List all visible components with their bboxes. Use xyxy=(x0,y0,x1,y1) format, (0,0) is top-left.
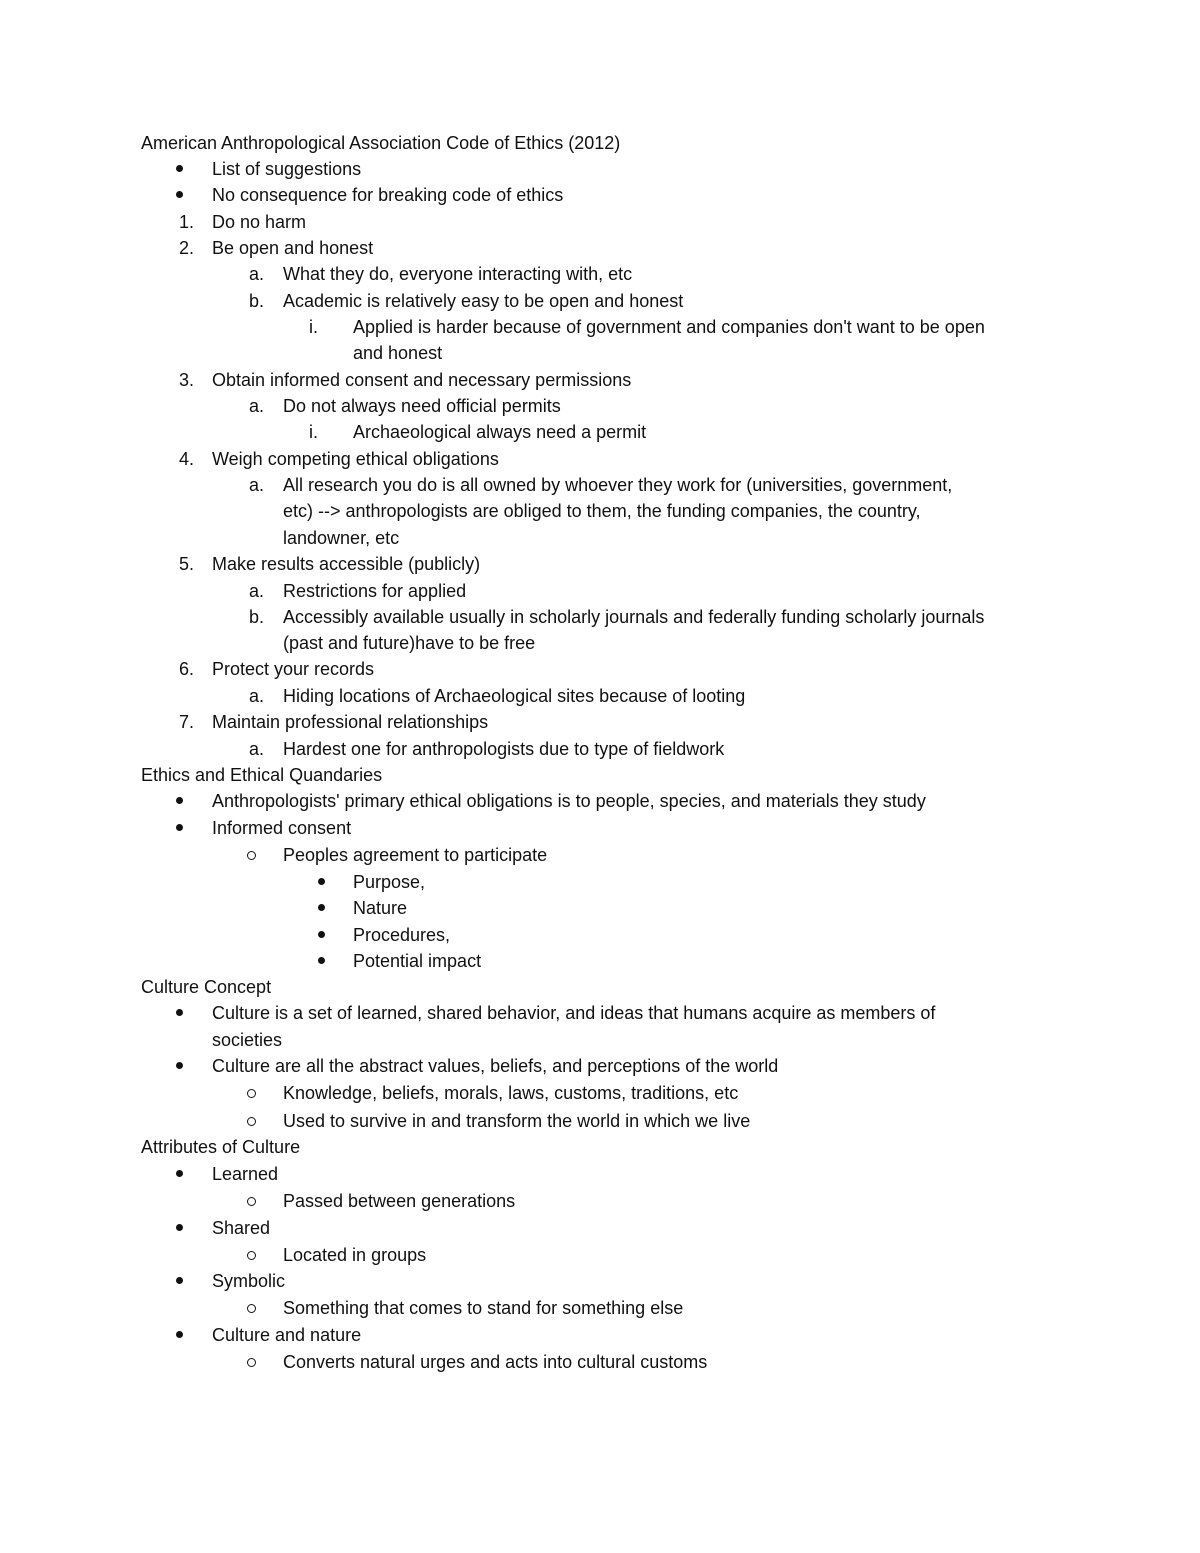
list-item xyxy=(0,261,1200,287)
list-item xyxy=(0,656,1200,682)
hollow-bullet-icon xyxy=(247,1117,256,1126)
section-heading xyxy=(0,130,1200,156)
item-text: Knowledge, beliefs, morals, laws, customs, traditions, etc xyxy=(283,1083,739,1103)
list-marker: i. xyxy=(309,317,318,337)
hollow-bullet-icon xyxy=(247,851,256,860)
list-marker: 6. xyxy=(178,659,194,679)
item-text: Do no harm xyxy=(212,212,307,232)
section-heading xyxy=(0,762,1200,788)
list-marker: 1. xyxy=(178,212,194,232)
bullet-icon xyxy=(318,878,325,885)
bullet-icon xyxy=(318,957,325,964)
list-item xyxy=(0,1322,1200,1348)
item-text: Make results accessible (publicly) xyxy=(212,554,481,574)
bullet-icon xyxy=(176,165,183,172)
bullet-icon xyxy=(176,1170,183,1177)
item-text: All research you do is all owned by whoever they work for (universities, government, xyxy=(283,475,953,495)
item-text: Shared xyxy=(212,1218,271,1238)
item-text: Hiding locations of Archaeological sites because of looting xyxy=(283,686,746,706)
bullet-icon xyxy=(176,1224,183,1231)
item-text: Something that comes to stand for something else xyxy=(283,1298,684,1318)
item-text: Hardest one for anthropologists due to type of fieldwork xyxy=(283,739,725,759)
bullet-icon xyxy=(318,931,325,938)
item-text: Culture is a set of learned, shared behavior, and ideas that humans acquire as members of xyxy=(212,1003,936,1023)
list-item xyxy=(0,1188,1200,1214)
item-text: Nature xyxy=(353,898,408,918)
list-item xyxy=(0,869,1200,895)
item-text: Passed between generations xyxy=(283,1191,516,1211)
list-marker: 7. xyxy=(178,712,194,732)
item-text: Procedures, xyxy=(353,925,451,945)
item-text: Culture are all the abstract values, beliefs, and perceptions of the world xyxy=(212,1056,779,1076)
list-marker: 2. xyxy=(178,238,194,258)
list-marker: a. xyxy=(248,686,264,706)
item-text: Converts natural urges and acts into cultural customs xyxy=(283,1352,708,1372)
section-heading xyxy=(0,974,1200,1000)
item-text: Used to survive in and transform the world in which we live xyxy=(283,1111,751,1131)
list-item xyxy=(0,736,1200,762)
item-text: Do not always need official permits xyxy=(283,396,561,416)
list-item xyxy=(0,551,1200,577)
item-text: No consequence for breaking code of ethics xyxy=(212,185,564,205)
hollow-bullet-icon xyxy=(247,1197,256,1206)
bullet-icon xyxy=(176,1062,183,1069)
list-item xyxy=(0,1268,1200,1294)
item-text: etc) --> anthropologists are obliged to them, the funding companies, the country, xyxy=(283,501,921,521)
list-item xyxy=(0,1000,1200,1026)
list-marker: b. xyxy=(248,291,264,311)
item-text: Protect your records xyxy=(212,659,375,679)
list-item xyxy=(0,209,1200,235)
list-marker: a. xyxy=(248,264,264,284)
item-text: societies xyxy=(212,1030,283,1050)
list-item xyxy=(0,472,1200,498)
item-text: Purpose, xyxy=(353,872,426,892)
heading-text: Culture Concept xyxy=(141,977,272,997)
list-item xyxy=(0,815,1200,841)
item-text: (past and future)have to be free xyxy=(283,633,536,653)
item-text: Weigh competing ethical obligations xyxy=(212,449,499,469)
list-item xyxy=(0,788,1200,814)
item-text: Maintain professional relationships xyxy=(212,712,489,732)
list-item xyxy=(0,1053,1200,1079)
item-text: Restrictions for applied xyxy=(283,581,467,601)
item-text: Archaeological always need a permit xyxy=(353,422,647,442)
list-item xyxy=(0,630,1200,656)
section-heading xyxy=(0,1134,1200,1160)
list-item xyxy=(0,922,1200,948)
item-text: Anthropologists' primary ethical obligations is to people, species, and materials they study xyxy=(212,791,926,811)
item-text: landowner, etc xyxy=(283,528,400,548)
bullet-icon xyxy=(318,904,325,911)
bullet-icon xyxy=(176,1009,183,1016)
list-item xyxy=(0,895,1200,921)
hollow-bullet-icon xyxy=(247,1358,256,1367)
list-item xyxy=(0,446,1200,472)
list-item xyxy=(0,948,1200,974)
list-marker: i. xyxy=(309,422,318,442)
list-item xyxy=(0,235,1200,261)
list-item xyxy=(0,1027,1200,1053)
item-text: Peoples agreement to participate xyxy=(283,845,548,865)
list-item xyxy=(0,1108,1200,1134)
item-text: Culture and nature xyxy=(212,1325,362,1345)
hollow-bullet-icon xyxy=(247,1304,256,1313)
list-item xyxy=(0,498,1200,524)
list-item xyxy=(0,393,1200,419)
list-item xyxy=(0,182,1200,208)
item-text: Obtain informed consent and necessary permissions xyxy=(212,370,632,390)
item-text: Located in groups xyxy=(283,1245,427,1265)
item-text: Accessibly available usually in scholarly journals and federally funding scholarly journals xyxy=(283,607,985,627)
list-item xyxy=(0,1161,1200,1187)
list-marker: 5. xyxy=(178,554,194,574)
heading-text: American Anthropological Association Code of Ethics (2012) xyxy=(141,133,621,153)
list-item xyxy=(0,1349,1200,1375)
hollow-bullet-icon xyxy=(247,1089,256,1098)
item-text: Applied is harder because of government and companies don't want to be open xyxy=(353,317,985,337)
heading-text: Attributes of Culture xyxy=(141,1137,301,1157)
list-item xyxy=(0,156,1200,182)
bullet-icon xyxy=(176,191,183,198)
list-item xyxy=(0,1242,1200,1268)
item-text: Be open and honest xyxy=(212,238,374,258)
list-item xyxy=(0,604,1200,630)
list-item xyxy=(0,367,1200,393)
hollow-bullet-icon xyxy=(247,1251,256,1260)
list-marker: a. xyxy=(248,581,264,601)
list-item xyxy=(0,1215,1200,1241)
list-item xyxy=(0,288,1200,314)
item-text: Informed consent xyxy=(212,818,352,838)
list-marker: a. xyxy=(248,739,264,759)
item-text: List of suggestions xyxy=(212,159,362,179)
item-text: Potential impact xyxy=(353,951,482,971)
list-marker: 3. xyxy=(178,370,194,390)
item-text: Learned xyxy=(212,1164,279,1184)
list-item xyxy=(0,683,1200,709)
list-item xyxy=(0,842,1200,868)
item-text: What they do, everyone interacting with, etc xyxy=(283,264,633,284)
bullet-icon xyxy=(176,1277,183,1284)
list-item xyxy=(0,709,1200,735)
heading-text: Ethics and Ethical Quandaries xyxy=(141,765,383,785)
bullet-icon xyxy=(176,1331,183,1338)
list-marker: a. xyxy=(248,475,264,495)
list-item xyxy=(0,419,1200,445)
item-text: and honest xyxy=(353,343,443,363)
list-marker: a. xyxy=(248,396,264,416)
list-item xyxy=(0,1080,1200,1106)
list-item xyxy=(0,578,1200,604)
list-item xyxy=(0,314,1200,340)
bullet-icon xyxy=(176,797,183,804)
list-marker: b. xyxy=(248,607,264,627)
list-item xyxy=(0,525,1200,551)
bullet-icon xyxy=(176,824,183,831)
item-text: Academic is relatively easy to be open and honest xyxy=(283,291,684,311)
list-marker: 4. xyxy=(178,449,194,469)
list-item xyxy=(0,1295,1200,1321)
list-item xyxy=(0,340,1200,366)
item-text: Symbolic xyxy=(212,1271,286,1291)
